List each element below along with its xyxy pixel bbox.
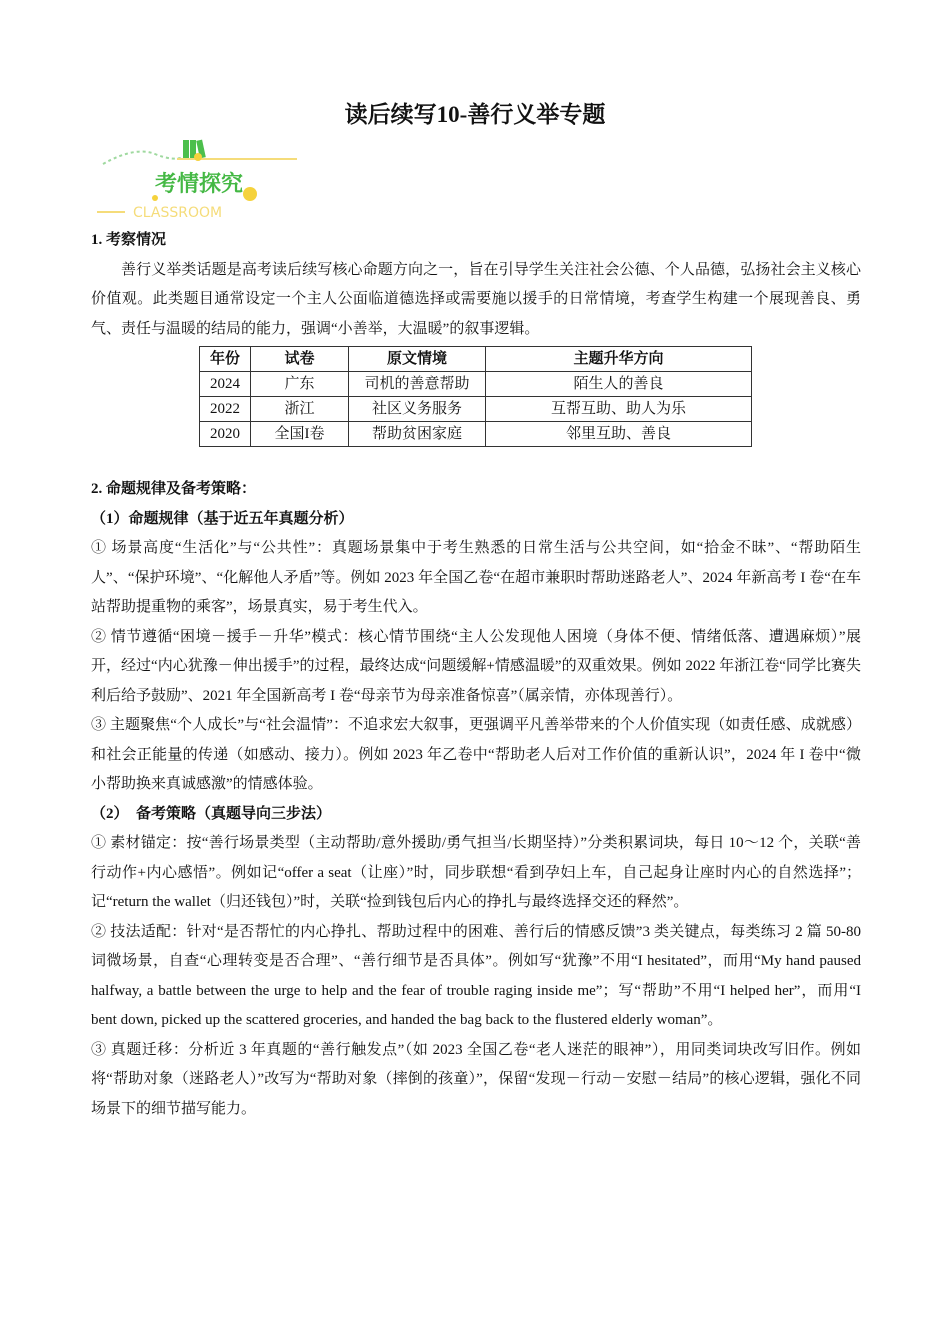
table-cell: 邻里互助、善良 [486, 422, 752, 447]
table-cell: 社区义务服务 [349, 397, 486, 422]
table-row [200, 422, 752, 447]
logo-text: 考情探究 [155, 172, 244, 197]
table-cell: 互帮互助、助人为乐 [486, 397, 752, 422]
table-cell: 2022 [200, 397, 251, 422]
table-header: 主题升华方向 [486, 347, 752, 372]
table-cell: 陌生人的善良 [486, 372, 752, 397]
table-cell: 广东 [251, 372, 349, 397]
logo-subtext: CLASSROOM [133, 205, 223, 221]
table-header: 原文情境 [349, 347, 486, 372]
rule-item: ② 情节遵循“困境－援手－升华”模式：核心情节围绕“主人公发现他人困境（身体不便、情绪低落、遭遇麻烦）”展开，经过“内心犹豫－伸出援手”的过程，最终达成“问题缓解+情感温暖”的双重效果。例如 2022 年浙江卷“同学比赛失利后给予鼓励”、2021 年全国新高考 I 卷“母亲节为母亲准备惊喜”（属亲情，亦体现善行）。 [91, 628, 861, 704]
table-row [200, 397, 752, 422]
strategy-item: ② 技法适配：针对“是否帮忙的内心挣扎、帮助过程中的困难、善行后的情感反馈”3 类关键点，每类练习 2 篇 50-80 词微场景，自查“心理转变是否合理”、“善行细节是否具体”。例如写“犹豫”不用“I hesitated”，而用“My hand paused halfway, a battle between the urge to help and the fear of trouble raging inside me”；写“帮助”不用“I helped her”，而用“I bent down, picked up the scattered groceries, and handed the bag back to the flustered elderly woman”。 [91, 923, 861, 1028]
classroom-logo [95, 136, 305, 222]
table-header: 试卷 [251, 347, 349, 372]
table-cell: 帮助贫困家庭 [349, 422, 486, 447]
table-header-row [200, 347, 752, 372]
rule-item: ③ 主题聚焦“个人成长”与“社会温情”：不追求宏大叙事，更强调平凡善举带来的个人价值实现（如责任感、成就感）和社会正能量的传递（如感动、接力）。例如 2023 年乙卷中“帮助老人后对工作价值的重新认识”，2024 年 I 卷中“微小帮助换来真诚感激”的情感体验。 [91, 717, 861, 792]
table-cell: 2024 [200, 372, 251, 397]
section2-heading: 2. 命题规律及备考策略： [91, 481, 257, 497]
strategy-subheading: （2） 备考策略（真题导向三步法） [91, 805, 332, 822]
table-cell: 2020 [200, 422, 251, 447]
strategy-item: ① 素材锚定：按“善行场景类型（主动帮助/意外援助/勇气担当/长期坚持）”分类积累词块，每日 10～12 个，关联“善行动作+内心感悟”。例如记“offer a seat（让座）”时，同步联想“看到孕妇上车，自己起身让座时内心的自然选择”；记“return the wallet（归还钱包）”时，关联“捡到钱包后内心的挣扎与最终选择交还的释然”。 [91, 835, 861, 910]
table-row [200, 372, 752, 397]
exam-table [199, 346, 752, 447]
document-body [91, 226, 861, 1124]
table-cell: 全国I卷 [251, 422, 349, 447]
section1-paragraph: 善行义举类话题是高考读后续写核心命题方向之一，旨在引导学生关注社会公德、个人品德，弘扬社会主义核心价值观。此类题目通常设定一个主人公面临道德选择或需要施以援手的日常情境，考查学生构建一个展现善良、勇气、责任与温暖的结局的能力，强调“小善举，大温暖”的叙事逻辑。 [91, 261, 861, 337]
document-title: 读后续写10-善行义举专题 [344, 102, 606, 127]
rules-subheading: （1）命题规律（基于近五年真题分析） [91, 510, 354, 527]
strategy-item: ③ 真题迁移：分析近 3 年真题的“善行触发点”（如 2023 全国乙卷“老人迷茫的眼神”），用同类词块改写旧作。例如将“帮助对象（迷路老人）”改写为“帮助对象（摔倒的孩童）”，保留“发现－行动－安慰－结局”的核心逻辑，强化不同场景下的细节描写能力。 [91, 1041, 861, 1117]
section1-heading: 1. 考察情况 [91, 232, 167, 248]
rule-item: ① 场景高度“生活化”与“公共性”：真题场景集中于考生熟悉的日常生活与公共空间，如“拾金不昧”、“帮助陌生人”、“保护环境”、“化解他人矛盾”等。例如 2023 年全国乙卷“在超市兼职时帮助迷路老人”、2024 年新高考 I 卷“在车站帮助提重物的乘客”，场景真实，易于考生代入。 [91, 540, 861, 615]
table-cell: 司机的善意帮助 [349, 372, 486, 397]
table-header: 年份 [200, 347, 251, 372]
table-cell: 浙江 [251, 397, 349, 422]
